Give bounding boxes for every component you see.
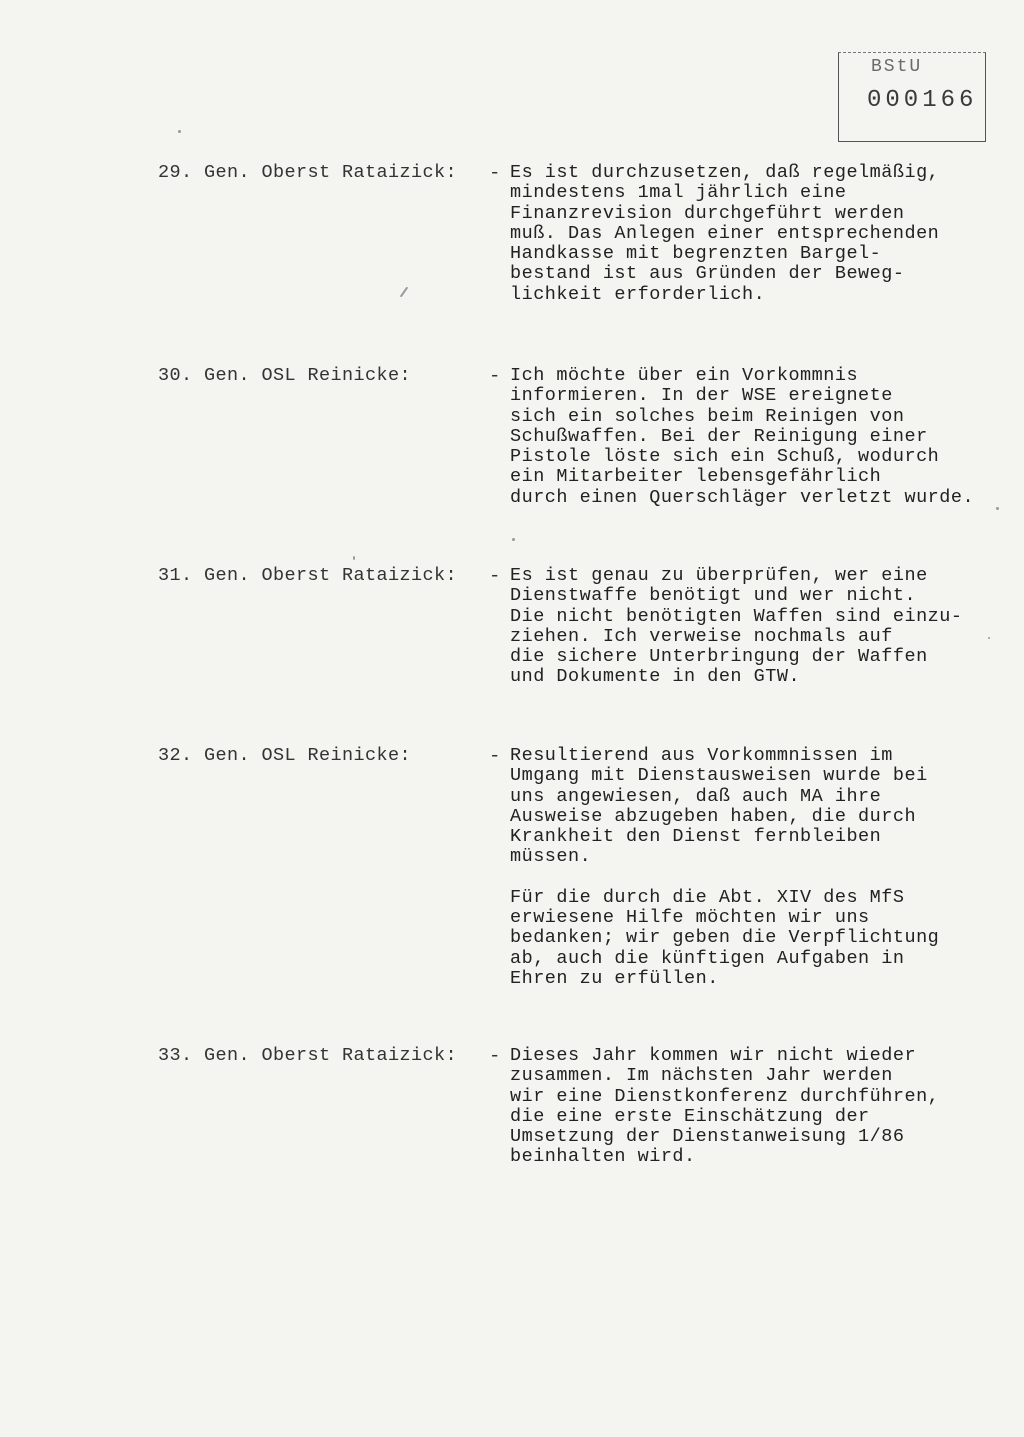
text-line: müssen. <box>510 846 592 868</box>
text-line: mindestens 1mal jährlich eine <box>510 182 847 204</box>
text-line: Resultierend aus Vorkommnissen im <box>510 745 893 766</box>
text-line: erwiesene Hilfe möchten wir uns <box>510 907 870 929</box>
text-line: ein Mitarbeiter lebensgefährlich <box>510 466 882 488</box>
text-line: Ausweise abzugeben haben, die durch <box>510 805 917 827</box>
speaker-label: 32. Gen. OSL Reinicke: <box>158 745 412 766</box>
text-line: Es ist genau zu überprüfen, wer eine <box>510 565 928 586</box>
archive-stamp <box>838 52 986 142</box>
page-number-stamp: 000166 <box>867 87 978 114</box>
text-line: uns angewiesen, daß auch MA ihre <box>510 785 882 807</box>
text-line: sich ein solches beim Reinigen von <box>510 405 905 427</box>
stamp-label: BStU <box>871 57 923 77</box>
entry-dash: - <box>489 565 501 587</box>
scan-speck <box>353 556 355 560</box>
entry-dash: - <box>489 745 501 767</box>
text-line: informieren. In der WSE ereignete <box>510 385 893 407</box>
text-line: ab, auch die künftigen Aufgaben in <box>510 947 905 969</box>
scan-speck <box>512 538 515 541</box>
text-line: die eine erste Einschätzung der <box>510 1105 870 1127</box>
scan-speck <box>988 637 990 639</box>
text-line: die sichere Unterbringung der Waffen <box>510 646 928 668</box>
paragraph <box>510 566 1000 688</box>
paragraph <box>510 163 1000 305</box>
text-line: durch einen Querschläger verletzt wurde. <box>510 486 975 508</box>
paragraph <box>510 1046 1000 1168</box>
text-line: Es ist durchzusetzen, daß regelmäßig, <box>510 162 940 183</box>
entry-dash: - <box>489 1045 501 1067</box>
text-line: Pistole löste sich ein Schuß, wodurch <box>510 446 940 468</box>
text-line: Ehren zu erfüllen. <box>510 967 719 989</box>
speaker-label: 30. Gen. OSL Reinicke: <box>158 365 412 386</box>
entry-text <box>510 366 1000 508</box>
scan-speck <box>996 507 999 510</box>
entry-text <box>510 163 1000 305</box>
text-line: bestand ist aus Gründen der Beweg- <box>510 263 905 285</box>
text-line: muß. Das Anlegen einer entsprechenden <box>510 222 940 244</box>
entry-text <box>510 566 1000 688</box>
text-line: Dieses Jahr kommen wir nicht wieder <box>510 1045 917 1066</box>
text-line: und Dokumente in den GTW. <box>510 666 801 688</box>
entry-text <box>510 746 1000 989</box>
text-line: lichkeit erforderlich. <box>510 283 766 305</box>
text-line: Umgang mit Dienstausweisen wurde bei <box>510 765 928 787</box>
text-line: ziehen. Ich verweise nochmals auf <box>510 625 893 647</box>
paragraph <box>510 888 1000 989</box>
text-line: Dienstwaffe benötigt und wer nicht. <box>510 585 917 607</box>
entry-dash: - <box>489 162 501 184</box>
text-line: wir eine Dienstkonferenz durchführen, <box>510 1085 940 1107</box>
entry-dash: - <box>489 365 501 387</box>
entry-text <box>510 1046 1000 1168</box>
text-line: zusammen. Im nächsten Jahr werden <box>510 1065 893 1087</box>
text-line: Finanzrevision durchgeführt werden <box>510 202 905 224</box>
text-line: Krankheit den Dienst fernbleiben <box>510 826 882 848</box>
scan-speck <box>400 287 409 298</box>
text-line: Umsetzung der Dienstanweisung 1/86 <box>510 1126 905 1148</box>
scan-speck <box>178 130 181 133</box>
speaker-label: 29. Gen. Oberst Rataizick: <box>158 162 458 183</box>
text-line: bedanken; wir geben die Verpflichtung <box>510 927 940 949</box>
text-line: Für die durch die Abt. XIV des MfS <box>510 886 905 908</box>
text-line: Handkasse mit begrenzten Bargel- <box>510 243 882 265</box>
speaker-label: 33. Gen. Oberst Rataizick: <box>158 1045 458 1066</box>
text-line: beinhalten wird. <box>510 1146 696 1168</box>
paragraph <box>510 746 1000 868</box>
text-line: Die nicht benötigten Waffen sind einzu- <box>510 605 963 627</box>
speaker-label: 31. Gen. Oberst Rataizick: <box>158 565 458 586</box>
text-line: Schußwaffen. Bei der Reinigung einer <box>510 425 928 447</box>
text-line: Ich möchte über ein Vorkommnis <box>510 365 859 386</box>
paragraph <box>510 366 1000 508</box>
